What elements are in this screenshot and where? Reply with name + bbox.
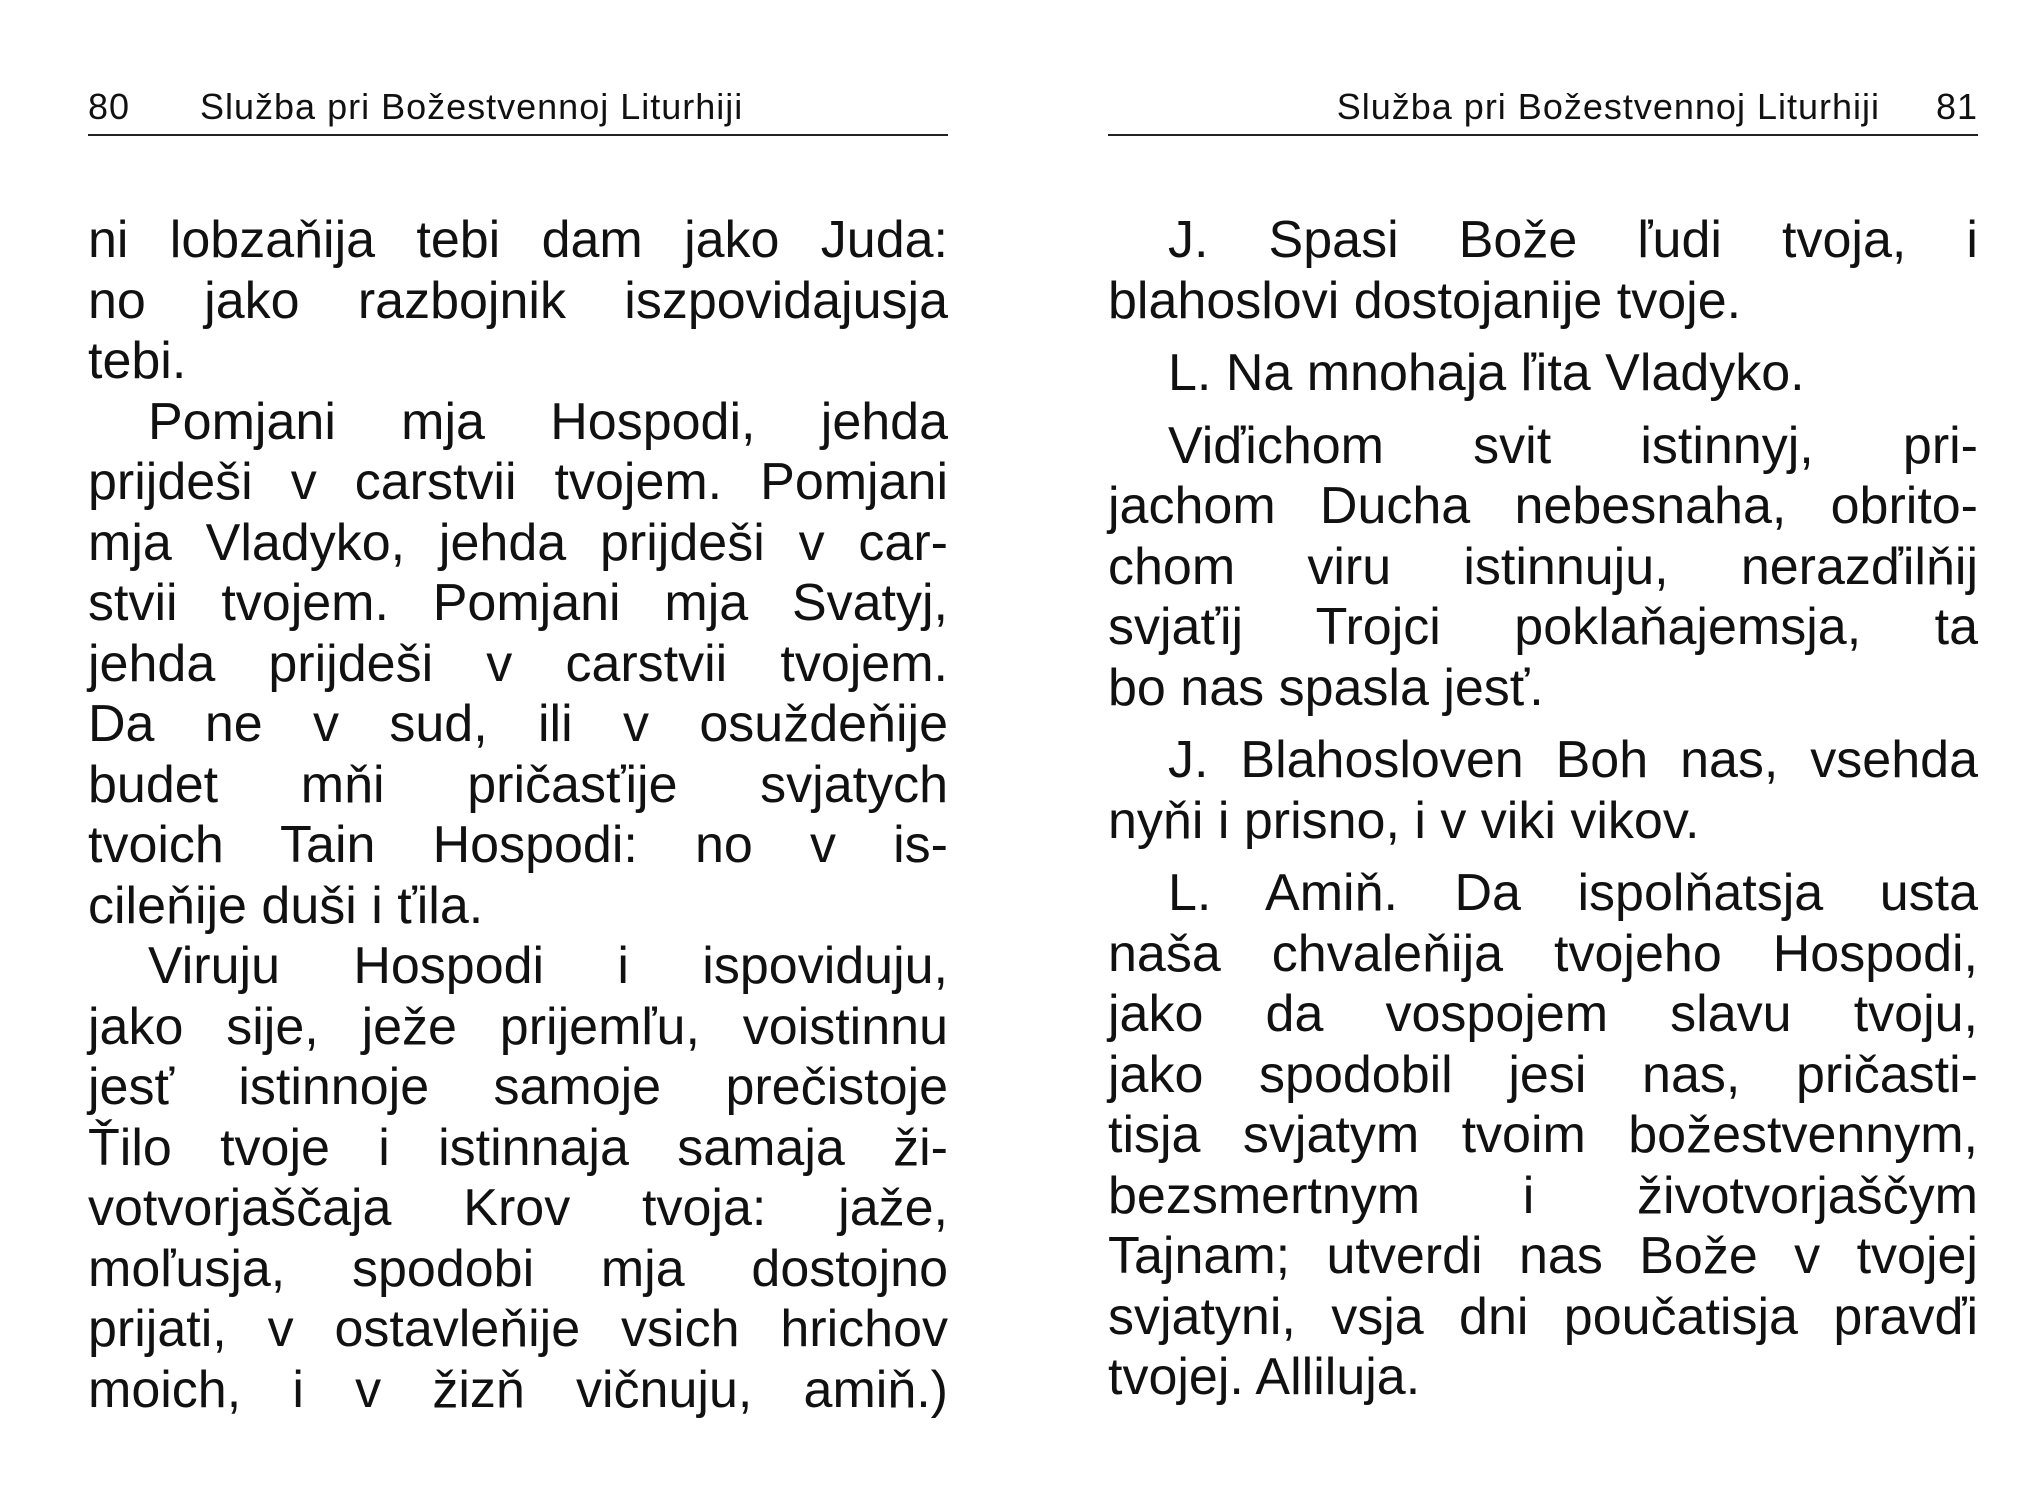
text-line: Ťilo tvoje i istinnaja samaja ži- [88,1118,948,1177]
text-line: no jako razbojnik iszpovidajusja [88,271,948,330]
text-line: tisja svjatym tvoim božestvennym, [1108,1106,1978,1164]
text-line: moich, i v žizň vičnuju, amiň.) [88,1360,948,1419]
text-line: cileňije duši i ťila. [88,876,484,935]
text-line: Da ne v sud, ili v osuždeňije [88,695,948,753]
text-line: J. Blahosloven Boh nas, vsehda [1168,731,1978,789]
left-running-head [88,80,948,136]
text-line: L. Na mnohaja ľita Vladyko. [1168,344,1805,402]
text-line: jesť istinnoje samoje prečistoje [88,1058,948,1116]
right-running-head [1108,80,1978,136]
text-line: tebi. [88,332,187,390]
text-line: bezsmertnym i životvorjaščym [1108,1166,1978,1225]
right-body-text [1108,210,1978,1408]
text-line: budet mňi pričasťije svjatych [88,755,948,814]
text-line: L. Amiň. Da ispolňatsja usta [1168,864,1978,922]
text-line: tvoich Tain Hospodi: no v is- [88,816,948,874]
text-line: tvojej. Alliluja. [1108,1348,1421,1406]
text-line: Tajnam; utverdi nas Bože v tvojej [1108,1227,1978,1285]
text-line: mja Vladyko, jehda prijdeši v car- [88,513,948,572]
text-line: J. Spasi Bože ľudi tvoja, i [1168,211,1978,269]
text-line: chom viru istinnuju, nerazďilňij [1108,537,1978,596]
text-line: Pomjani mja Hospodi, jehda [148,392,948,451]
text-line: Viruju Hospodi i ispoviduju, [148,937,948,995]
text-line: blahoslovi dostojanije tvoje. [1108,271,1742,330]
text-line: stvii tvojem. Pomjani mja Svatyj, [88,574,948,632]
text-line: jako da vospojem slavu tvoju, [1108,985,1978,1043]
text-line: prijati, v ostavleňije vsich hrichov [88,1300,948,1358]
text-line: ni lobzaňija tebi dam jako Juda: [88,211,948,269]
text-line: bo nas spasla jesť. [1108,658,1544,717]
left-page-number: 80 [88,86,131,127]
right-page [1108,0,1978,1500]
text-line: jachom Ducha nebesnaha, obrito- [1108,477,1978,535]
text-line: nyňi i prisno, i v viki vikov. [1108,791,1700,850]
text-line: jehda prijdeši v carstvii tvojem. [88,634,948,693]
text-line: Viďichom svit istinnyj, pri- [1168,416,1978,475]
text-line: moľusja, spodobi mja dostojno [88,1239,948,1298]
text-line: svjaťij Trojci poklaňajemsja, ta [1108,598,1978,656]
left-body-text [88,210,948,1420]
left-page [88,0,948,1500]
text-line: votvorjaščaja Krov tvoja: jaže, [88,1179,948,1237]
text-line: naša chvaleňija tvojeho Hospodi, [1108,924,1978,983]
text-line: prijdeši v carstvii tvojem. Pomjani [88,453,948,511]
right-page-number: 81 [1935,86,1978,127]
left-running-title: Služba pri Božestvennoj Liturhiji [200,86,744,127]
text-line: svjatyni, vsja dni poučatisja pravďi [1108,1287,1978,1346]
text-line: jako sije, ježe prijemľu, voistinnu [88,997,948,1056]
text-line: jako spodobil jesi nas, pričasti- [1108,1045,1978,1104]
right-running-title: Služba pri Božestvennoj Liturhiji [1336,86,1880,127]
